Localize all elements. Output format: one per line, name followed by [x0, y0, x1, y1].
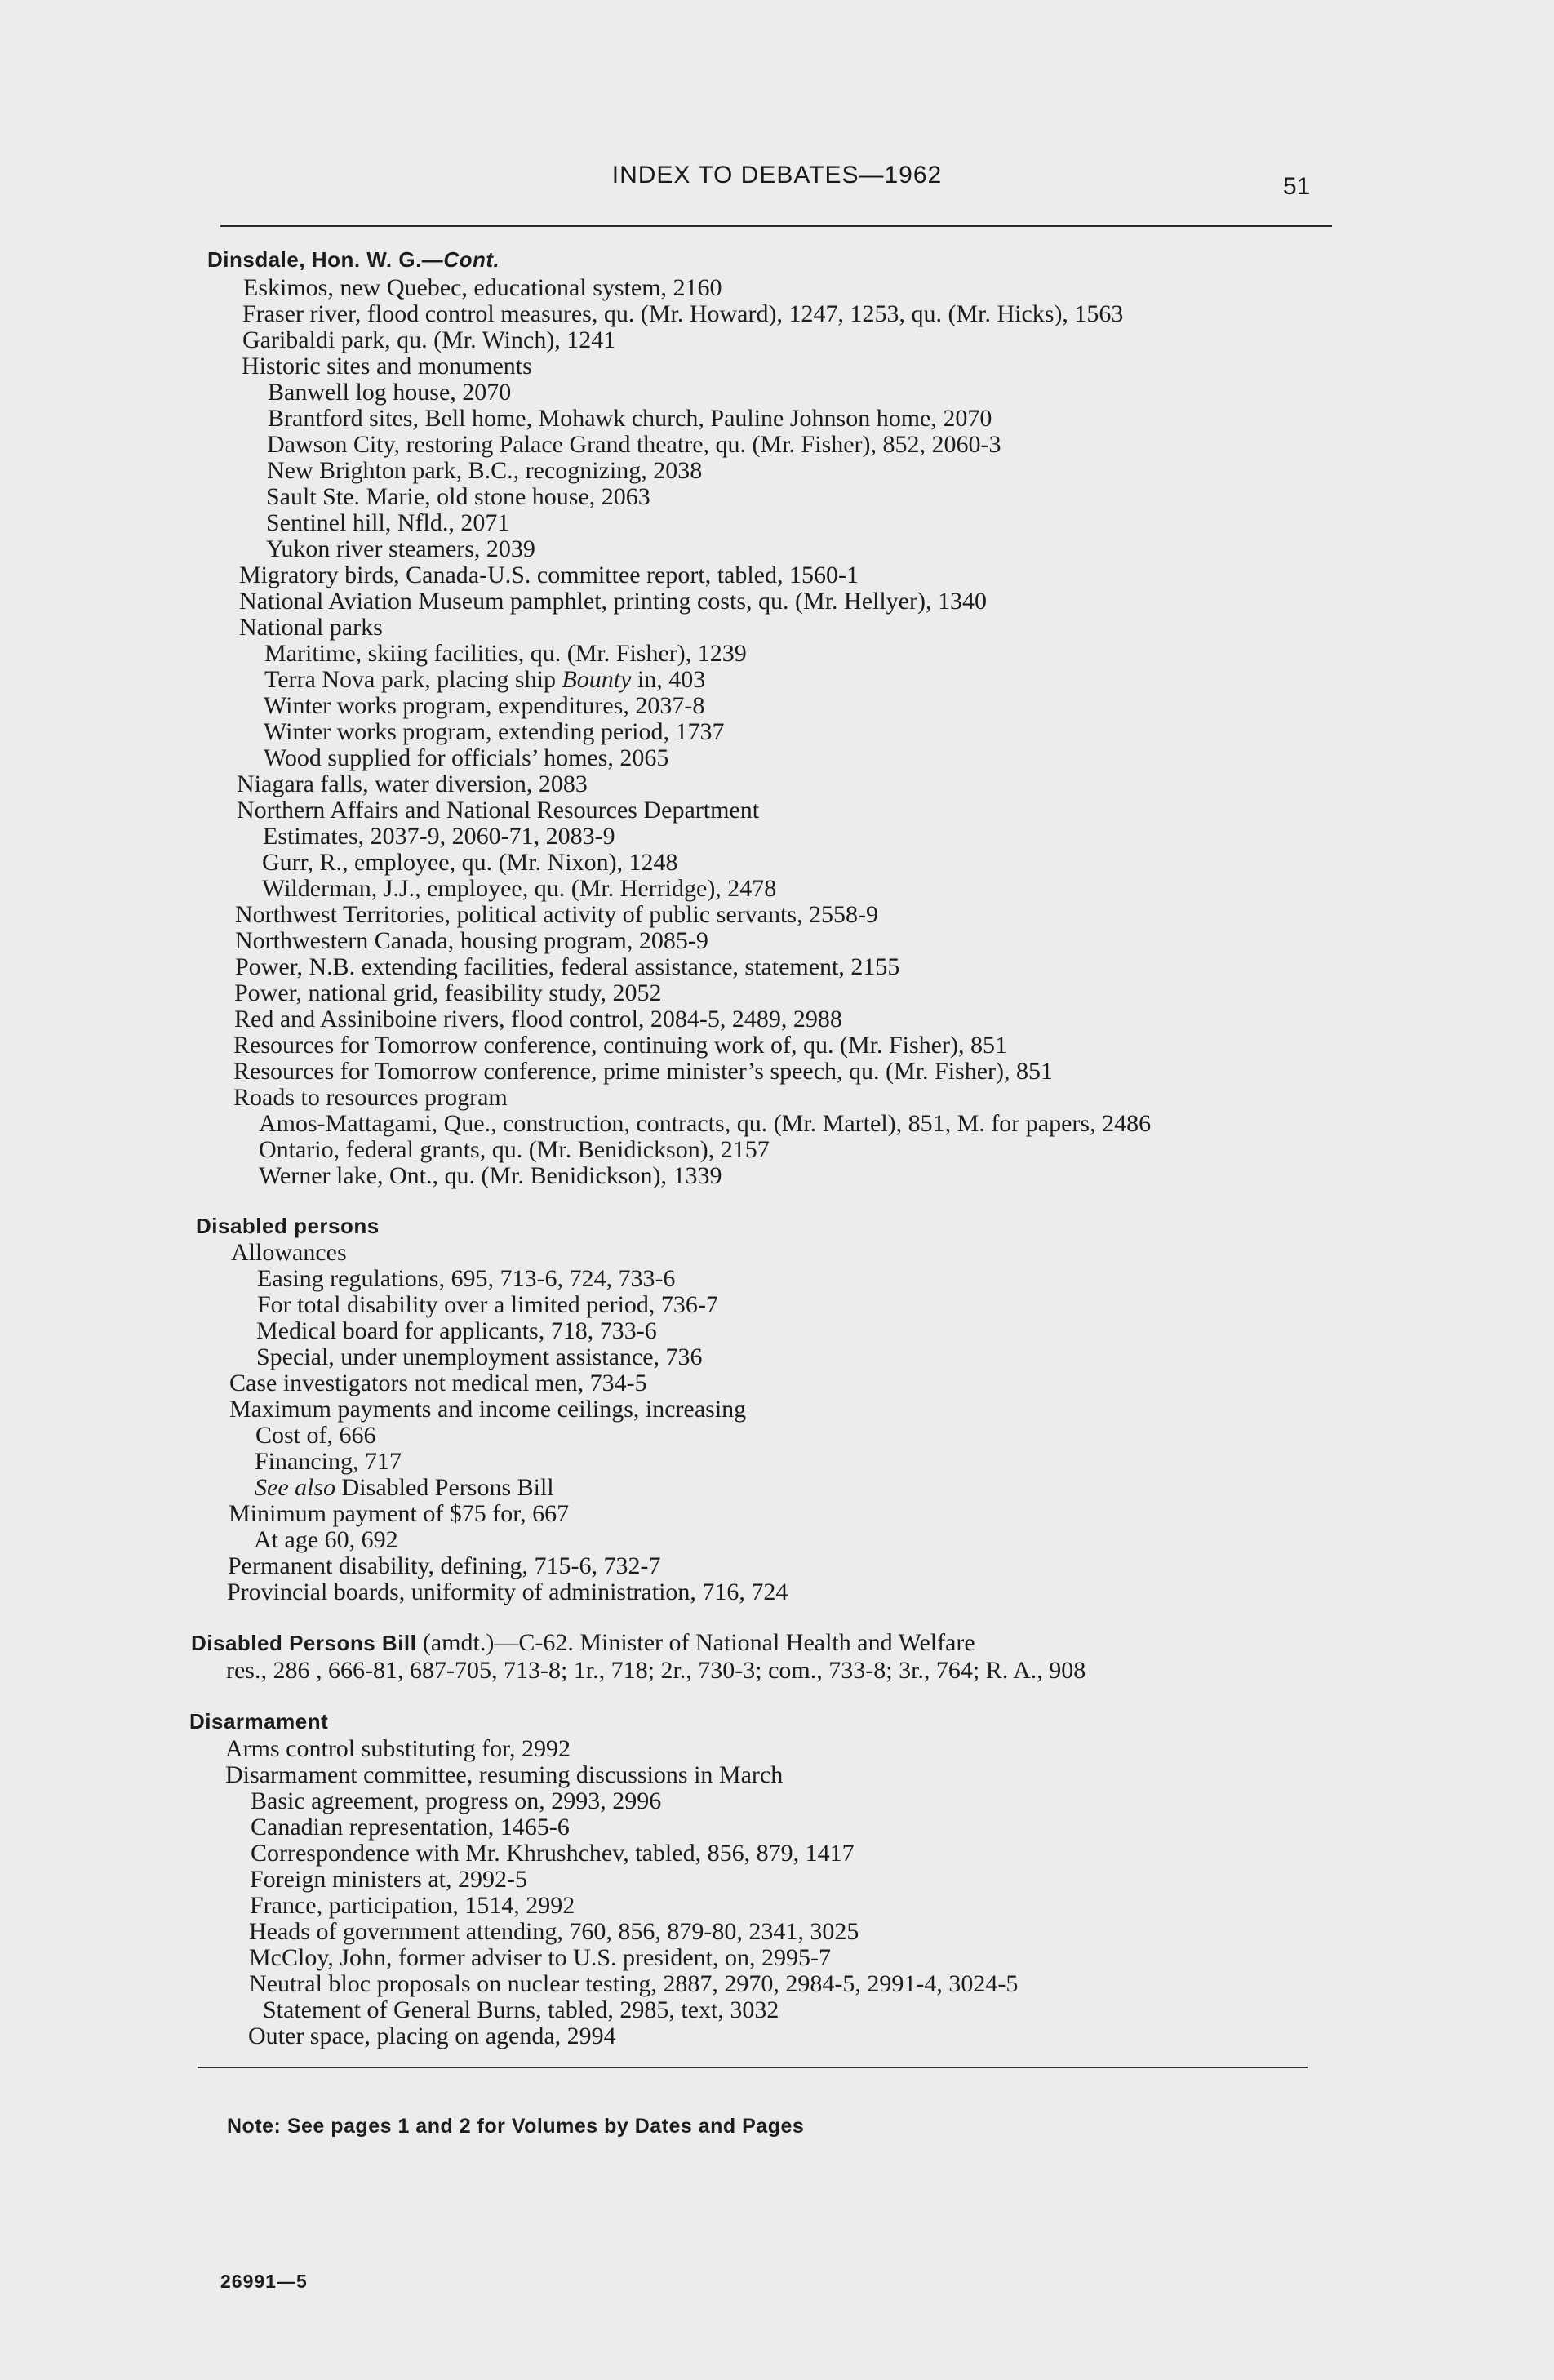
index-entry: [234, 1006, 842, 1033]
index-entry: [263, 1996, 779, 2024]
entry-text: Allowances: [231, 1239, 347, 1266]
index-entry: [239, 614, 383, 642]
index-entry: [239, 588, 987, 615]
index-entry: [242, 353, 532, 380]
index-entry: [255, 1448, 402, 1476]
index-entry: [226, 1657, 1086, 1685]
index-entry: [243, 274, 722, 302]
entry-text: Garibaldi park, qu. (Mr. Winch), 1241: [242, 326, 616, 353]
entry-text: Permanent disability, defining, 715-6, 732-7: [228, 1552, 661, 1579]
entry-text: McCloy, John, former adviser to U.S. president, on, 2995-7: [249, 1944, 831, 1971]
entry-text: Northwestern Canada, housing program, 2085-9: [235, 927, 708, 954]
index-entry: [251, 1814, 570, 1841]
index-entry: [251, 1840, 855, 1867]
index-entry: [263, 823, 615, 850]
index-entry: [254, 1526, 398, 1554]
index-entry: [233, 1058, 1053, 1086]
entry-text: Dinsdale, Hon. W. G.—: [207, 247, 444, 272]
entry-text: Canadian representation, 1465-6: [251, 1814, 570, 1841]
index-entry: [233, 1084, 508, 1112]
entry-text: Resources for Tomorrow conference, prime minister’s speech, qu. (Mr. Fisher), 851: [233, 1058, 1054, 1085]
entry-text: Fraser river, flood control measures, qu. (Mr. Howard), 1247, 1253, qu. (Mr. Hicks), 1563: [242, 300, 1124, 327]
entry-text: Financing, 717: [255, 1448, 402, 1475]
index-entry: [249, 1944, 831, 1972]
entry-text: Neutral bloc proposals on nuclear testing, 2887, 2970, 2984-5, 2991-4, 3024-5: [249, 1970, 1019, 1997]
entry-text: Northwest Territories, political activity of public servants, 2558-9: [235, 901, 878, 928]
index-entry: [266, 483, 650, 511]
index-entry: [235, 953, 899, 981]
index-entry: [257, 1265, 675, 1293]
index-entry: [250, 1892, 575, 1920]
entry-text: Resources for Tomorrow conference, continuing work of, qu. (Mr. Fisher), 851: [233, 1032, 1007, 1059]
index-entry: [250, 1866, 527, 1894]
index-entry: [259, 1136, 770, 1164]
index-entry: [262, 875, 776, 903]
entry-text: Niagara falls, water diversion, 2083: [237, 770, 588, 797]
entry-text: Yukon river steamers, 2039: [266, 535, 535, 562]
entry-text: Amos-Mattagami, Que., construction, contracts, qu. (Mr. Martel), 851, M. for papers, 2486: [259, 1110, 1152, 1137]
index-entry: [268, 405, 992, 433]
entry-italic: See also: [255, 1474, 336, 1501]
entry-text: Basic agreement, progress on, 2993, 2996: [251, 1787, 662, 1814]
entry-text: Eskimos, new Quebec, educational system, 2160: [243, 274, 722, 301]
entry-text: Disabled Persons Bill: [191, 1631, 417, 1655]
index-entry: [256, 1317, 657, 1345]
entry-text: Brantford sites, Bell home, Mohawk church, Pauline Johnson home, 2070: [268, 405, 992, 432]
entry-italic: Cont.: [443, 247, 500, 272]
index-entry: [231, 1239, 347, 1267]
entry-text: Estimates, 2037-9, 2060-71, 2083-9: [263, 823, 615, 850]
entry-text: Cost of, 666: [255, 1422, 376, 1449]
entry-rest: (amdt.)—C-62. Minister of National Health and Welfare: [416, 1629, 975, 1656]
entry-after: Disabled Persons Bill: [335, 1474, 554, 1501]
entry-text: Arms control substituting for, 2992: [225, 1735, 571, 1762]
entry-text: Sentinel hill, Nfld., 2071: [266, 509, 510, 536]
index-entry: [257, 1291, 718, 1319]
entry-text: Winter works program, extending period, 1737: [264, 718, 725, 745]
index-entry: [235, 927, 708, 955]
entry-text: Northern Affairs and National Resources Department: [237, 797, 760, 824]
index-entry: [234, 979, 661, 1007]
entry-text: Historic sites and monuments: [242, 353, 532, 380]
index-entry: [256, 1343, 703, 1371]
index-heading: [196, 1212, 380, 1240]
entry-text: Sault Ste. Marie, old stone house, 2063: [266, 483, 650, 510]
top-rule: [220, 225, 1332, 227]
index-entry: [235, 901, 878, 929]
footer-code: 26991—5: [220, 2271, 308, 2292]
index-entry: [233, 1032, 1007, 1059]
index-entry: [237, 770, 588, 798]
index-entry: [248, 2023, 616, 2050]
index-entry: [264, 666, 705, 694]
index-entry: [268, 379, 511, 406]
page-number: 51: [1283, 173, 1311, 200]
index-entry: [264, 640, 747, 668]
entry-text: Maximum payments and income ceilings, increasing: [229, 1396, 747, 1423]
index-heading: [207, 246, 500, 273]
entry-text: France, participation, 1514, 2992: [250, 1892, 575, 1919]
index-heading: [191, 1629, 975, 1657]
entry-text: Wood supplied for officials’ homes, 2065: [264, 744, 669, 771]
entry-text: Minimum payment of $75 for, 667: [229, 1500, 570, 1527]
entry-text: Dawson City, restoring Palace Grand theatre, qu. (Mr. Fisher), 852, 2060-3: [267, 431, 1001, 458]
volumes-note: Note: See pages 1 and 2 for Volumes by Dates and Pages: [227, 2115, 805, 2138]
entry-text: Banwell log house, 2070: [268, 379, 512, 406]
index-entry: [259, 1162, 722, 1190]
index-entry: [266, 509, 509, 537]
entry-text: Red and Assiniboine rivers, flood control, 2084-5, 2489, 2988: [234, 1006, 842, 1032]
index-entry: [262, 849, 678, 877]
entry-text: Terra Nova park, placing ship: [264, 666, 562, 693]
entry-text: For total disability over a limited period, 736-7: [257, 1291, 718, 1318]
entry-text: Gurr, R., employee, qu. (Mr. Nixon), 1248: [262, 849, 678, 876]
entry-text: Foreign ministers at, 2992-5: [250, 1866, 527, 1893]
index-entry: [259, 1110, 1151, 1138]
index-entry: [255, 1474, 554, 1502]
entry-text: Outer space, placing on agenda, 2994: [248, 2023, 616, 2049]
index-entry: [251, 1787, 661, 1815]
index-entry: [249, 1918, 859, 1946]
index-entry: [264, 718, 725, 746]
entry-text: Winter works program, expenditures, 2037-8: [264, 692, 705, 719]
index-entry: [267, 457, 702, 485]
bottom-rule: [198, 2067, 1308, 2068]
entry-text: Roads to resources program: [233, 1084, 508, 1111]
entry-text: Statement of General Burns, tabled, 2985, text, 3032: [263, 1996, 779, 2023]
entry-text: Wilderman, J.J., employee, qu. (Mr. Herridge), 2478: [262, 875, 777, 902]
index-entry: [229, 1396, 746, 1423]
index-entry: [264, 744, 668, 772]
entry-text: Maritime, skiing facilities, qu. (Mr. Fisher), 1239: [264, 640, 747, 667]
index-entry: [229, 1500, 569, 1528]
entry-text: New Brighton park, B.C., recognizing, 2038: [267, 457, 703, 484]
entry-text: Case investigators not medical men, 734-5: [229, 1370, 647, 1396]
page-title: INDEX TO DEBATES—1962: [611, 162, 943, 189]
entry-text: National parks: [239, 614, 383, 641]
index-entry: [227, 1579, 788, 1606]
entry-text: At age 60, 692: [254, 1526, 398, 1553]
entry-text: Medical board for applicants, 718, 733-6: [256, 1317, 657, 1344]
index-heading: [189, 1707, 328, 1735]
index-entry: [239, 562, 859, 589]
entry-text: Power, N.B. extending facilities, federal assistance, statement, 2155: [235, 953, 900, 980]
entry-after: in, 403: [631, 666, 706, 693]
entry-text: res., 286 , 666-81, 687-705, 713-8; 1r., 718; 2r., 730-3; com., 733-8; 3r., 764; R. A., 908: [226, 1657, 1086, 1684]
entry-text: Ontario, federal grants, qu. (Mr. Benidickson), 2157: [259, 1136, 770, 1163]
index-entry: [225, 1735, 571, 1763]
index-entry: [225, 1761, 783, 1789]
entry-text: Disarmament: [189, 1709, 329, 1734]
entry-text: Easing regulations, 695, 713-6, 724, 733-6: [257, 1265, 676, 1292]
entry-text: Provincial boards, uniformity of administration, 716, 724: [227, 1579, 788, 1605]
entry-text: Power, national grid, feasibility study, 2052: [234, 979, 662, 1006]
entry-text: Heads of government attending, 760, 856, 879-80, 2341, 3025: [249, 1918, 859, 1945]
index-entry: [264, 692, 704, 720]
index-entry: [242, 326, 615, 354]
index-entry: [267, 431, 1001, 459]
index-entry: [242, 300, 1123, 328]
entry-text: Special, under unemployment assistance, 736: [256, 1343, 703, 1370]
index-entry: [249, 1970, 1018, 1998]
entry-text: Correspondence with Mr. Khrushchev, tabled, 856, 879, 1417: [251, 1840, 855, 1867]
entry-italic: Bounty: [562, 666, 632, 693]
index-entry: [266, 535, 535, 563]
entry-text: Disarmament committee, resuming discussions in March: [225, 1761, 784, 1788]
index-entry: [228, 1552, 660, 1580]
entry-text: Migratory birds, Canada-U.S. committee report, tabled, 1560-1: [239, 562, 859, 588]
entry-text: Werner lake, Ont., qu. (Mr. Benidickson), 1339: [259, 1162, 722, 1189]
entry-text: National Aviation Museum pamphlet, printing costs, qu. (Mr. Hellyer), 1340: [239, 588, 987, 615]
index-entry: [237, 797, 759, 824]
index-entry: [255, 1422, 376, 1450]
index-entry: [229, 1370, 647, 1397]
entry-text: Disabled persons: [196, 1214, 380, 1238]
